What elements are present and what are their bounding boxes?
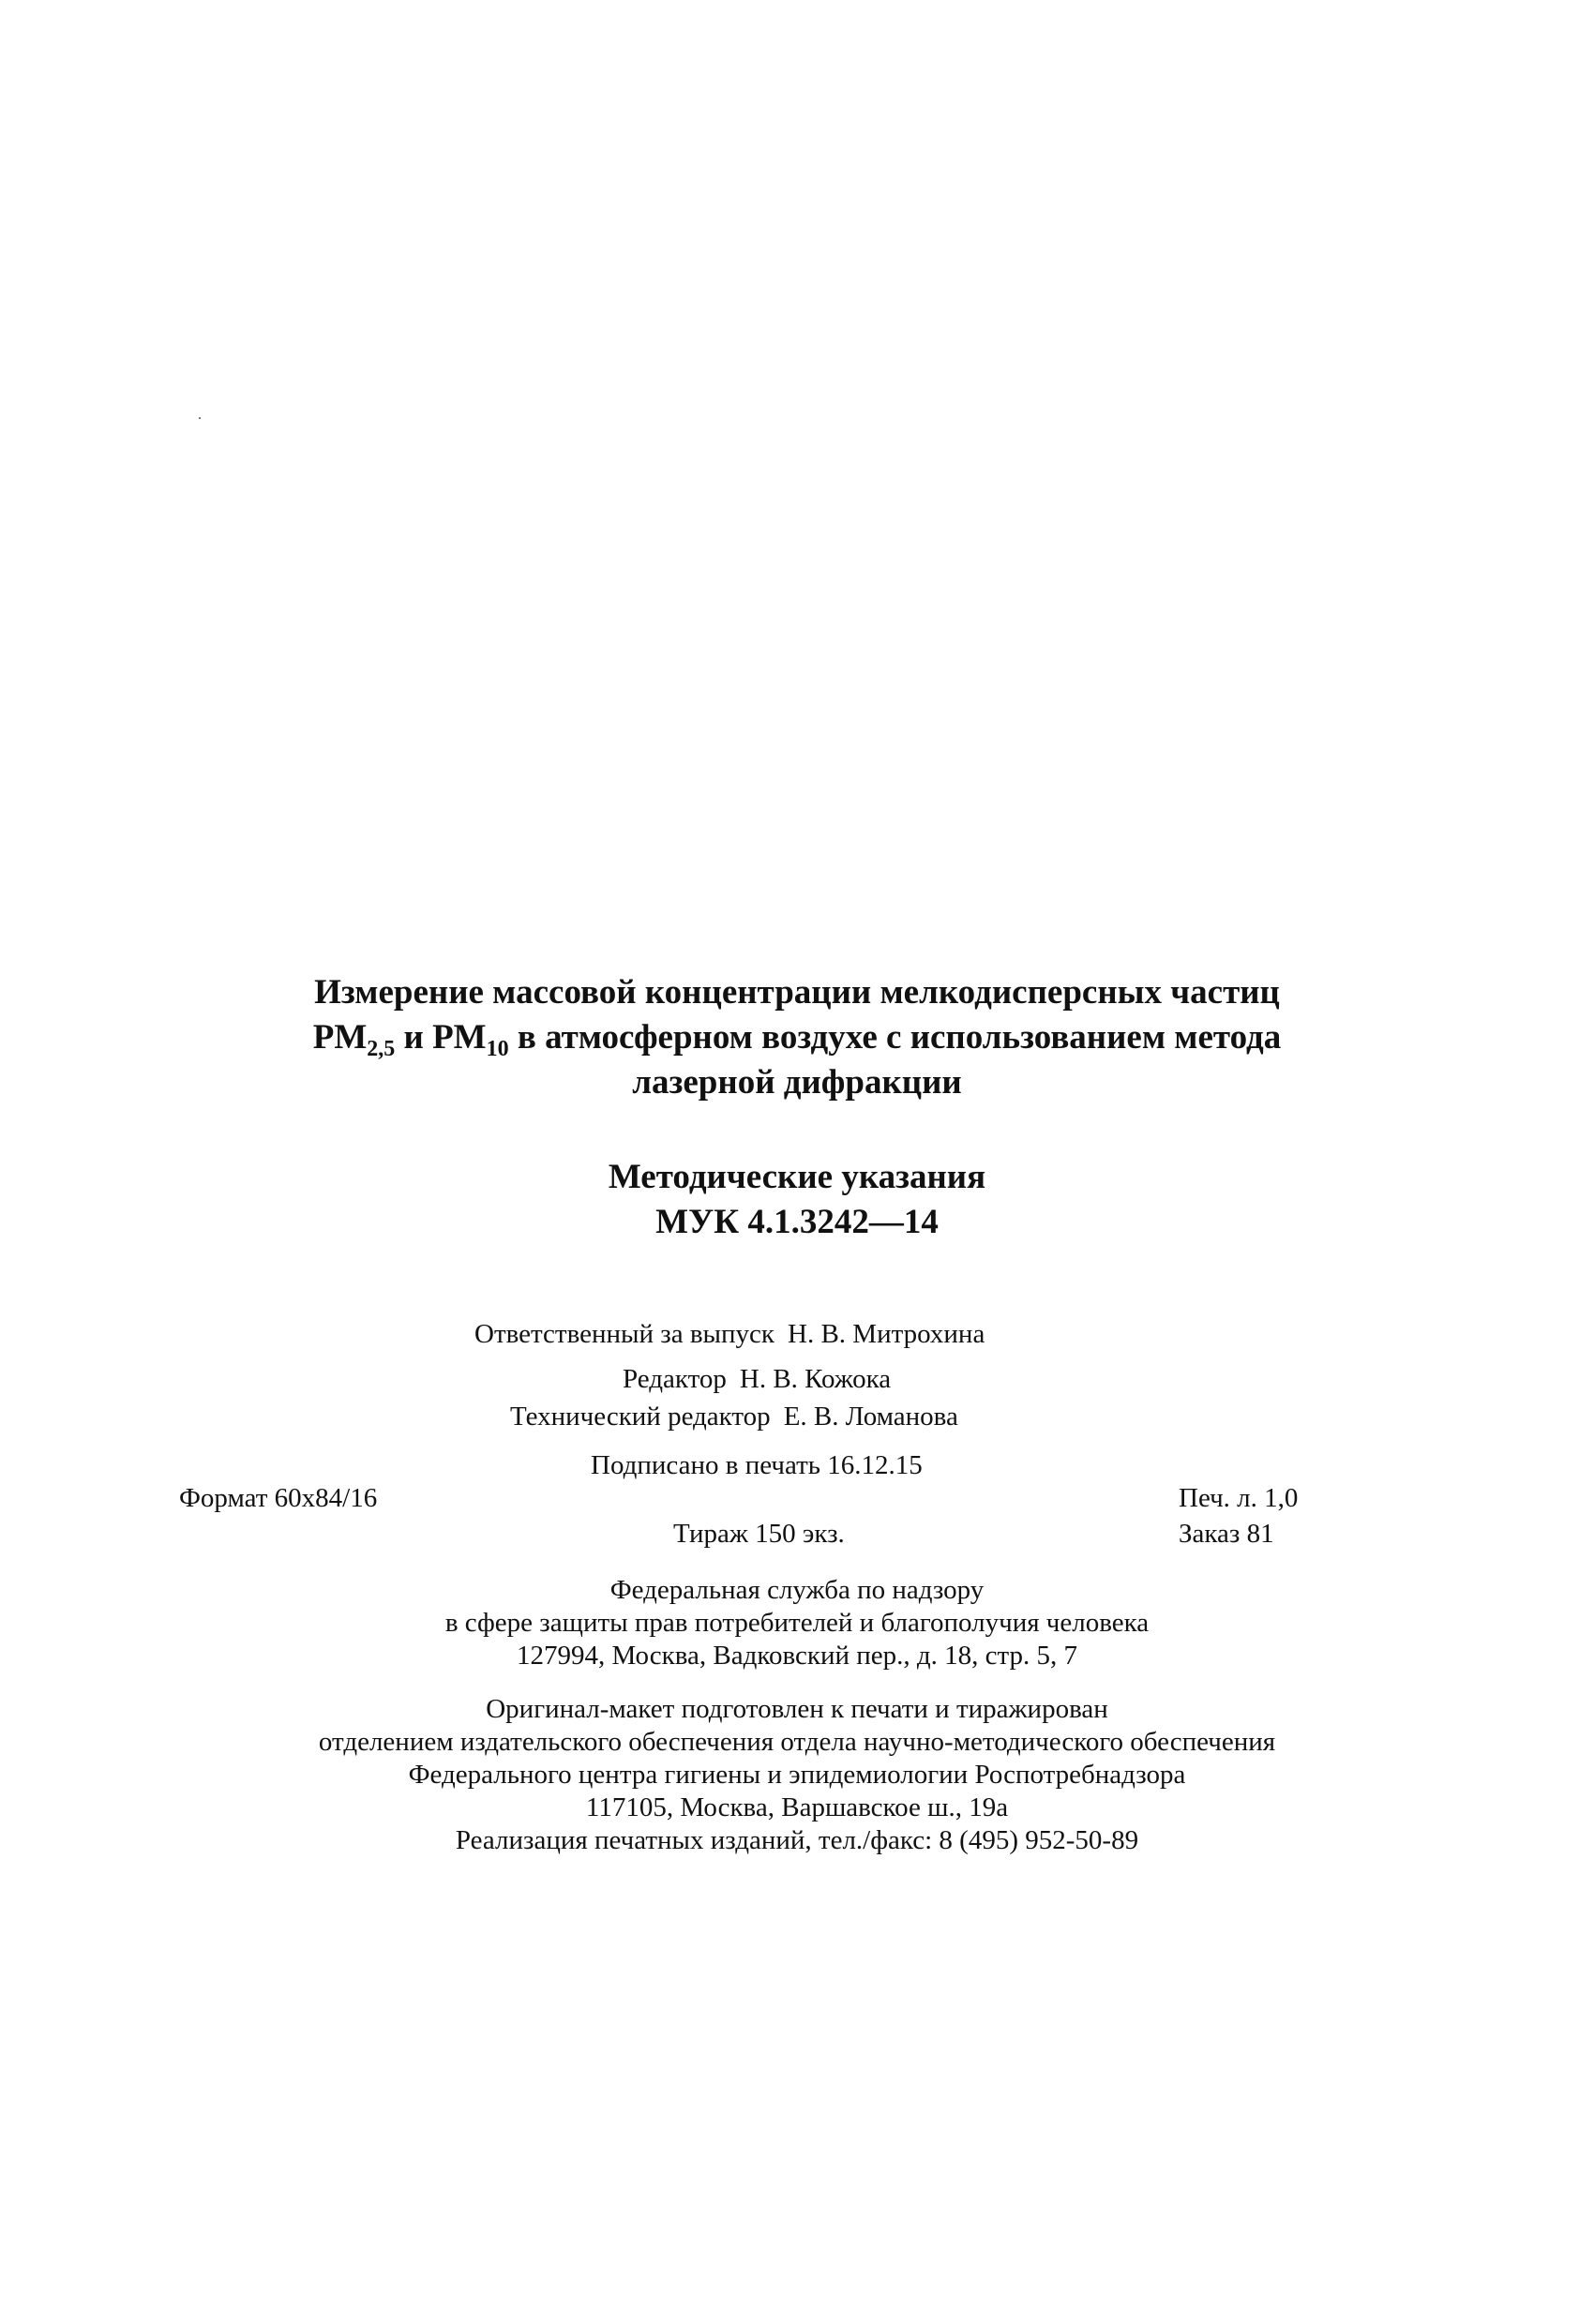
signed-to-print: Подписано в печать 16.12.15 [591, 1450, 923, 1480]
document-title [169, 970, 1425, 1105]
title-line-2: $PM_{2,5}$ и $PM_{10}$ в атмосферном воздухе с использованием метода [312, 1018, 1282, 1061]
scan-speck [199, 417, 201, 419]
title-line-3: лазерной дифракции [632, 1063, 962, 1102]
editor-line: Редактор Н. В. Кожока [623, 1364, 892, 1394]
title-line-1: Измерение массовой концентрации мелкодисперсных частиц [314, 973, 1280, 1012]
pm25-label: $PM_{2,5}$ [312, 1018, 396, 1061]
layout-line-2: отделением издательского обеспечения отдела научно-методического обеспечения [318, 1727, 1276, 1757]
pm10-label: $PM_{10}$ [432, 1018, 509, 1061]
tech-editor-line: Технический редактор Е. В. Ломанова [510, 1402, 958, 1432]
circulation: Тираж 150 экз. [673, 1519, 845, 1549]
layout-line-3: Федерального центра гигиены и эпидемиологии Роспотребнадзора [408, 1760, 1186, 1790]
doc-kind: Методические указания [608, 1158, 986, 1196]
layout-line-1: Оригинал-макет подготовлен к печати и тиражирован [486, 1694, 1108, 1724]
publisher-address: 127994, Москва, Вадковский пер., д. 18, стр. 5, 7 [516, 1641, 1078, 1671]
format-info: Формат 60x84/16 [179, 1483, 378, 1513]
responsible-line: Ответственный за выпуск Н. В. Митрохина [474, 1319, 985, 1349]
print-sheets: Печ. л. 1,0 [1179, 1483, 1299, 1513]
order-number: Заказ 81 [1179, 1519, 1274, 1549]
layout-address: 117105, Москва, Варшавское ш., 19а [585, 1792, 1009, 1822]
sales-contact: Реализация печатных изданий, тел./факс: 8 (495) 952-50-89 [455, 1825, 1139, 1855]
publisher-line-2: в сфере защиты прав потребителей и благополучия человека [444, 1608, 1150, 1638]
document-type [281, 1155, 1313, 1245]
publisher-line-1: Федеральная служба по надзору [609, 1575, 985, 1605]
doc-code: МУК 4.1.3242—14 [655, 1203, 939, 1241]
